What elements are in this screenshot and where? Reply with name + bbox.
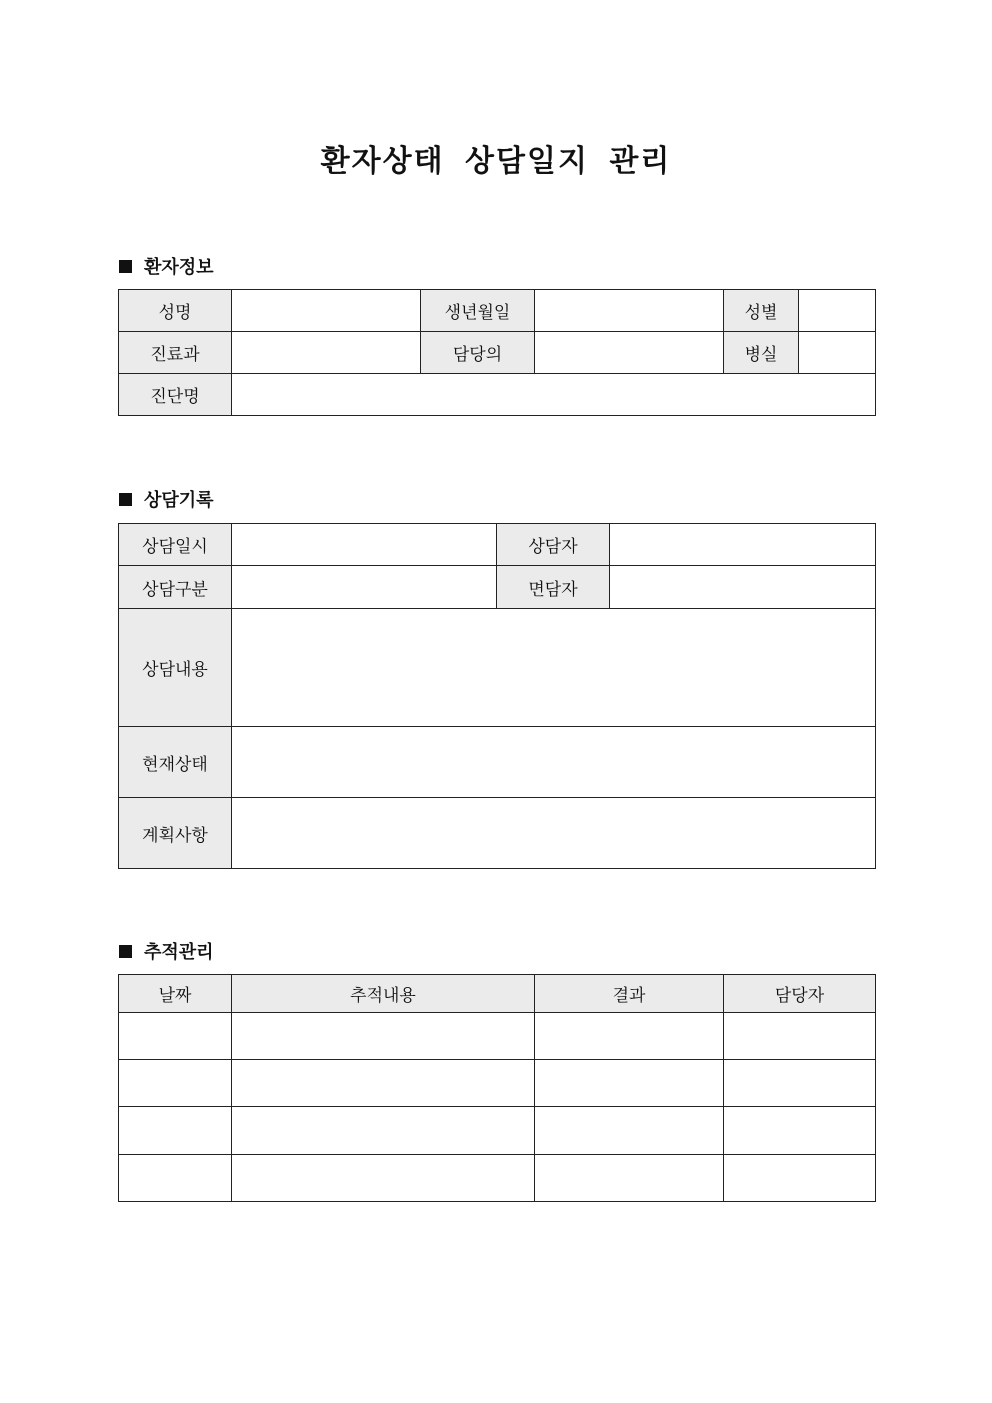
column-header-result: 결과: [535, 975, 724, 1013]
square-bullet-icon: [119, 260, 132, 273]
table-row: [119, 374, 876, 416]
column-header-date: 날짜: [119, 975, 232, 1013]
section-heading-followup: [119, 938, 214, 964]
followup-date-cell[interactable]: [119, 1155, 232, 1202]
table-row: [119, 609, 876, 727]
ward-field[interactable]: [799, 332, 876, 374]
consult-type-label: 상담구분: [119, 566, 232, 609]
counselor-label: 상담자: [497, 524, 610, 566]
section-heading-consult-record: [119, 486, 214, 512]
consult-content-field[interactable]: [232, 609, 876, 727]
current-status-label: 현재상태: [119, 727, 232, 798]
table-header-row: [119, 975, 876, 1013]
consult-record-table: [118, 523, 876, 869]
interviewee-label: 면담자: [497, 566, 610, 609]
followup-manager-cell[interactable]: [724, 1060, 876, 1107]
followup-date-cell[interactable]: [119, 1107, 232, 1155]
followup-result-cell[interactable]: [535, 1107, 724, 1155]
patient-info-table: [118, 289, 876, 416]
current-status-field[interactable]: [232, 727, 876, 798]
table-row: [119, 1155, 876, 1202]
name-label: 성명: [119, 290, 232, 332]
followup-manager-cell[interactable]: [724, 1155, 876, 1202]
consult-datetime-field[interactable]: [232, 524, 497, 566]
doctor-field[interactable]: [535, 332, 724, 374]
department-field[interactable]: [232, 332, 421, 374]
followup-result-cell[interactable]: [535, 1155, 724, 1202]
followup-manager-cell[interactable]: [724, 1013, 876, 1060]
followup-result-cell[interactable]: [535, 1013, 724, 1060]
table-row: [119, 566, 876, 609]
table-row: [119, 1013, 876, 1060]
section-heading-text: 추적관리: [144, 942, 214, 963]
name-field[interactable]: [232, 290, 421, 332]
table-row: [119, 1107, 876, 1155]
plan-label: 계획사항: [119, 798, 232, 869]
followup-content-cell[interactable]: [232, 1107, 535, 1155]
table-row: [119, 798, 876, 869]
square-bullet-icon: [119, 493, 132, 506]
section-heading-text: 환자정보: [144, 257, 214, 278]
table-row: [119, 524, 876, 566]
diagnosis-field[interactable]: [232, 374, 876, 416]
counselor-field[interactable]: [610, 524, 876, 566]
page-title: 환자상태 상담일지 관리: [320, 144, 672, 179]
table-row: [119, 332, 876, 374]
table-row: [119, 727, 876, 798]
followup-content-cell[interactable]: [232, 1013, 535, 1060]
followup-content-cell[interactable]: [232, 1155, 535, 1202]
diagnosis-label: 진단명: [119, 374, 232, 416]
section-heading-text: 상담기록: [144, 490, 214, 511]
table-row: [119, 1060, 876, 1107]
gender-label: 성별: [724, 290, 799, 332]
ward-label: 병실: [724, 332, 799, 374]
consult-content-label: 상담내용: [119, 609, 232, 727]
plan-field[interactable]: [232, 798, 876, 869]
followup-date-cell[interactable]: [119, 1060, 232, 1107]
followup-manager-cell[interactable]: [724, 1107, 876, 1155]
table-row: [119, 290, 876, 332]
interviewee-field[interactable]: [610, 566, 876, 609]
gender-field[interactable]: [799, 290, 876, 332]
square-bullet-icon: [119, 945, 132, 958]
department-label: 진료과: [119, 332, 232, 374]
followup-date-cell[interactable]: [119, 1013, 232, 1060]
column-header-manager: 담당자: [724, 975, 876, 1013]
consult-datetime-label: 상담일시: [119, 524, 232, 566]
section-heading-patient-info: [119, 253, 214, 279]
followup-table: [118, 974, 876, 1202]
followup-content-cell[interactable]: [232, 1060, 535, 1107]
birth-date-field[interactable]: [535, 290, 724, 332]
doctor-label: 담당의: [421, 332, 535, 374]
followup-result-cell[interactable]: [535, 1060, 724, 1107]
column-header-content: 추적내용: [232, 975, 535, 1013]
consult-type-field[interactable]: [232, 566, 497, 609]
birth-date-label: 생년월일: [421, 290, 535, 332]
